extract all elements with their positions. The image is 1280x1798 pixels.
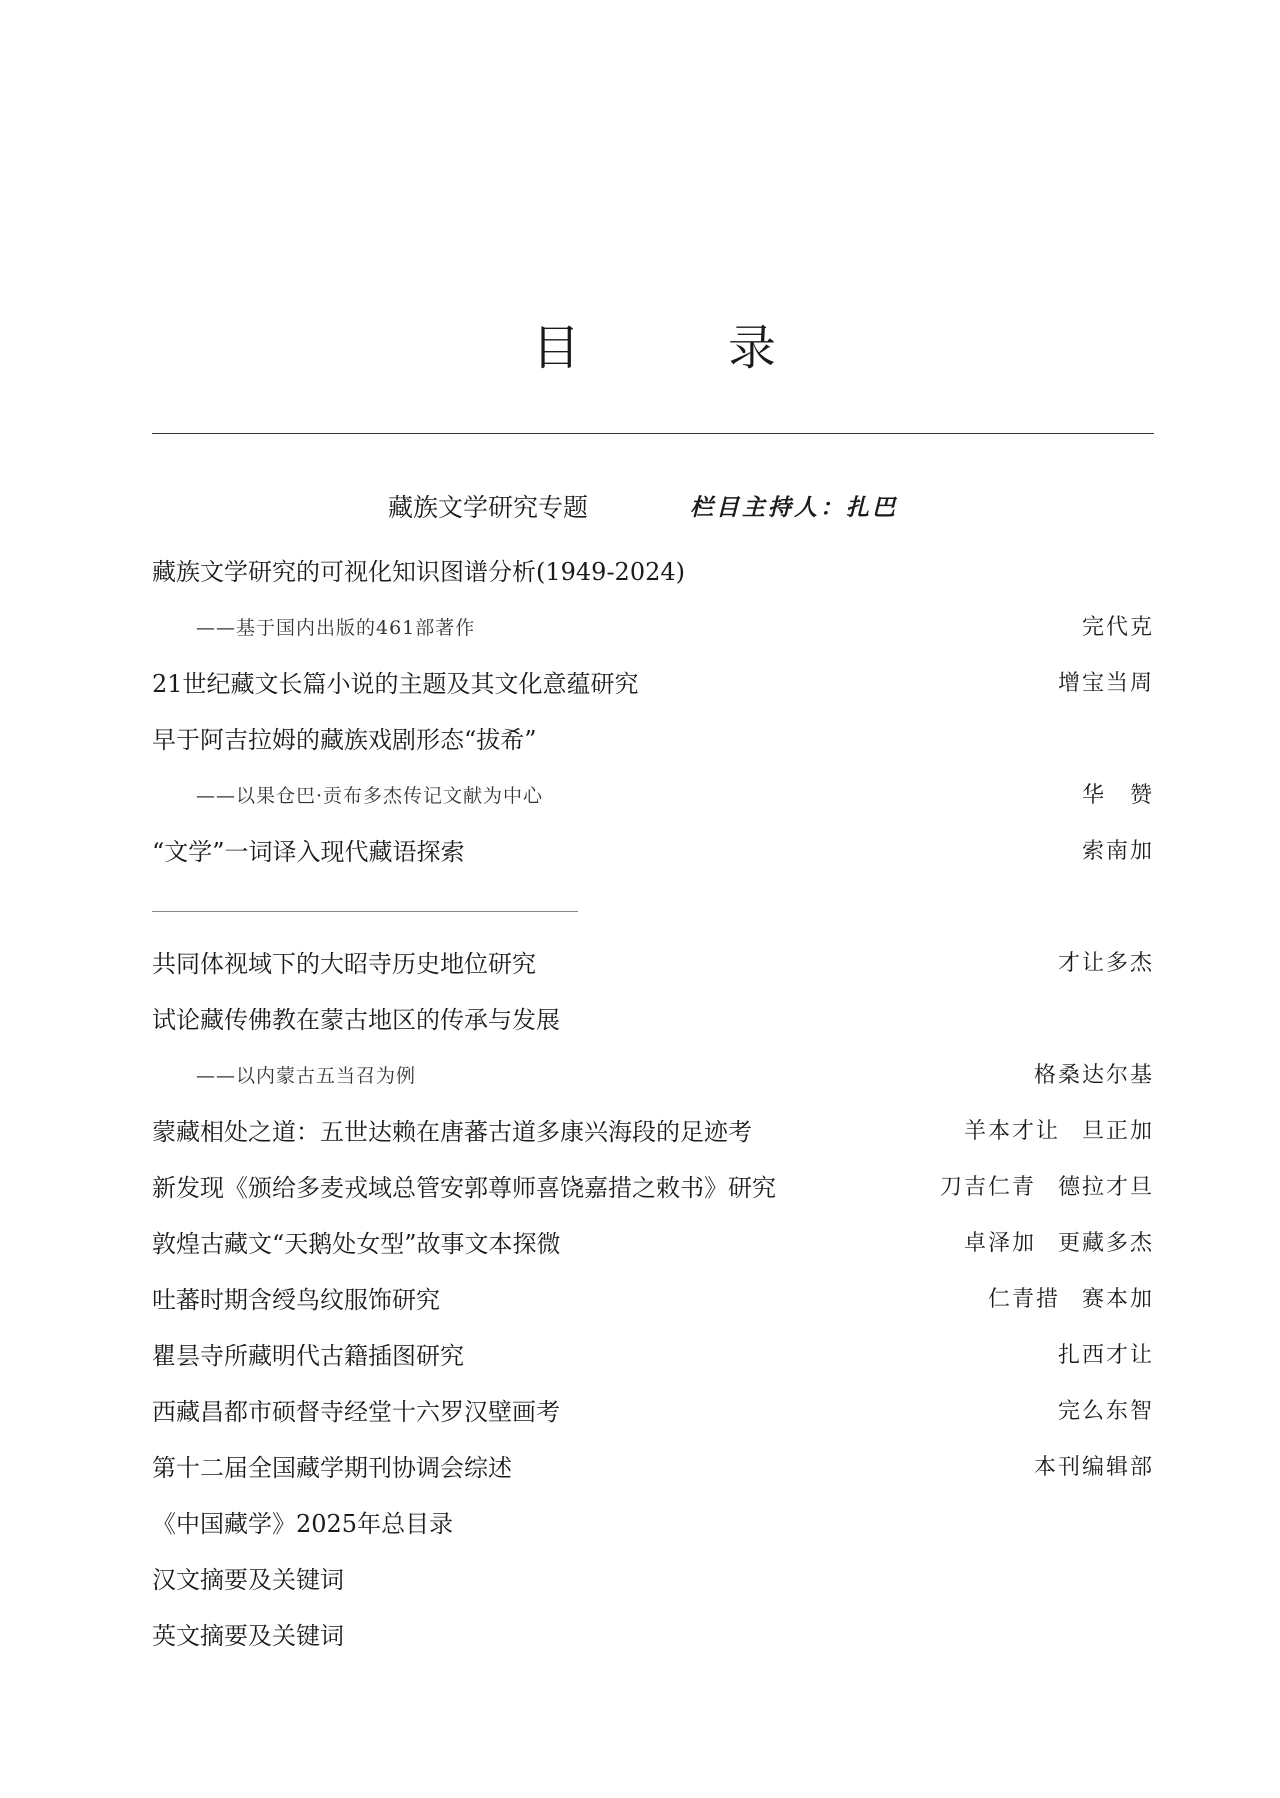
toc-author: 才让多杰	[1057, 951, 1154, 976]
toc-authors	[1058, 947, 1154, 981]
toc-author: 德拉才旦	[1057, 1175, 1154, 1200]
toc-authors	[964, 1227, 1154, 1261]
toc-author: 旦正加	[1081, 1119, 1154, 1144]
toc-authors	[1058, 667, 1154, 701]
toc-title: 共同体视域下的大昭寺历史地位研究	[152, 950, 536, 978]
toc-entry	[152, 1003, 1154, 1037]
toc-entry	[152, 947, 1154, 981]
toc-subtitle-row	[152, 611, 1154, 645]
toc-author: 索南加	[1081, 839, 1154, 864]
toc-entry	[152, 1563, 1154, 1597]
toc-title: 早于阿吉拉姆的藏族戏剧形态“拔希”	[152, 726, 537, 754]
toc-title: 试论藏传佛教在蒙古地区的传承与发展	[152, 1006, 560, 1034]
toc-author: 仁青措	[987, 1287, 1060, 1312]
toc-entry	[152, 1171, 1154, 1205]
toc-entry	[152, 723, 1154, 757]
toc-author: 格桑达尔基	[1033, 1063, 1154, 1088]
toc-title: 《中国藏学》2025年总目录	[152, 1510, 454, 1538]
toc-entry	[152, 1619, 1154, 1653]
toc-subtitle: ——以内蒙古五当召为例	[196, 1065, 417, 1087]
toc-author: 华 赞	[1081, 783, 1154, 808]
toc-title: “文学”一词译入现代藏语探索	[152, 838, 465, 866]
toc-author: 更藏多杰	[1057, 1231, 1154, 1256]
toc-authors	[1034, 1451, 1154, 1485]
toc-title: 英文摘要及关键词	[152, 1622, 344, 1650]
toc-authors	[1058, 1395, 1154, 1429]
toc-authors	[1082, 779, 1154, 813]
toc-title: 西藏昌都市硕督寺经堂十六罗汉壁画考	[152, 1398, 560, 1426]
toc-title: 新发现《颁给多麦戎域总管安郭尊师喜饶嘉措之敕书》研究	[152, 1174, 776, 1202]
section-divider	[152, 911, 578, 912]
toc-title: 21世纪藏文长篇小说的主题及其文化意蕴研究	[152, 670, 639, 698]
toc-title: 蒙藏相处之道：五世达赖在唐蕃古道多康兴海段的足迹考	[152, 1118, 752, 1146]
section-heading	[0, 490, 1280, 526]
toc-author: 完代克	[1081, 615, 1154, 640]
toc-entry	[152, 555, 1154, 589]
toc-title: 汉文摘要及关键词	[152, 1566, 344, 1594]
toc-entry	[152, 1283, 1154, 1317]
toc-authors	[940, 1171, 1154, 1205]
toc-title: 吐蕃时期含绶鸟纹服饰研究	[152, 1286, 440, 1314]
toc-entry	[152, 667, 1154, 701]
toc-entry	[152, 835, 1154, 869]
toc-title: 藏族文学研究的可视化知识图谱分析(1949-2024)	[152, 558, 685, 586]
toc-subtitle-row	[152, 779, 1154, 813]
toc-entry	[152, 1115, 1154, 1149]
toc-entry	[152, 1395, 1154, 1429]
toc-authors	[1058, 1339, 1154, 1373]
page-title-char-1: 目	[532, 320, 581, 376]
toc-title: 敦煌古藏文“天鹅处女型”故事文本探微	[152, 1230, 561, 1258]
toc-author: 增宝当周	[1057, 671, 1154, 696]
toc-author: 扎西才让	[1057, 1343, 1154, 1368]
toc-author: 卓泽加	[963, 1231, 1036, 1256]
toc-authors	[1082, 835, 1154, 869]
toc-author: 羊本才让	[963, 1119, 1060, 1144]
toc-authors	[1034, 1059, 1154, 1093]
toc-entry	[152, 1451, 1154, 1485]
toc-subtitle: ——基于国内出版的461部著作	[196, 617, 476, 639]
toc-title: 瞿昙寺所藏明代古籍插图研究	[152, 1342, 464, 1370]
toc-author: 本刊编辑部	[1033, 1455, 1154, 1480]
section-topic: 藏族文学研究专题	[388, 493, 589, 522]
section-host: 栏目主持人：扎巴	[690, 495, 898, 521]
toc-author: 赛本加	[1081, 1287, 1154, 1312]
toc-authors	[964, 1115, 1154, 1149]
toc-entry	[152, 1507, 1154, 1541]
toc-entry	[152, 1339, 1154, 1373]
toc-subtitle-row	[152, 1059, 1154, 1093]
toc-title: 第十二届全国藏学期刊协调会综述	[152, 1454, 512, 1482]
toc-entry	[152, 1227, 1154, 1261]
page-title-char-2: 录	[728, 320, 777, 376]
toc-authors	[988, 1283, 1154, 1317]
toc-author: 完么东智	[1057, 1399, 1154, 1424]
toc-authors	[1082, 611, 1154, 645]
top-divider	[152, 433, 1154, 434]
toc-subtitle: ——以果仓巴·贡布多杰传记文献为中心	[196, 785, 544, 807]
toc-author: 刀吉仁青	[939, 1175, 1036, 1200]
